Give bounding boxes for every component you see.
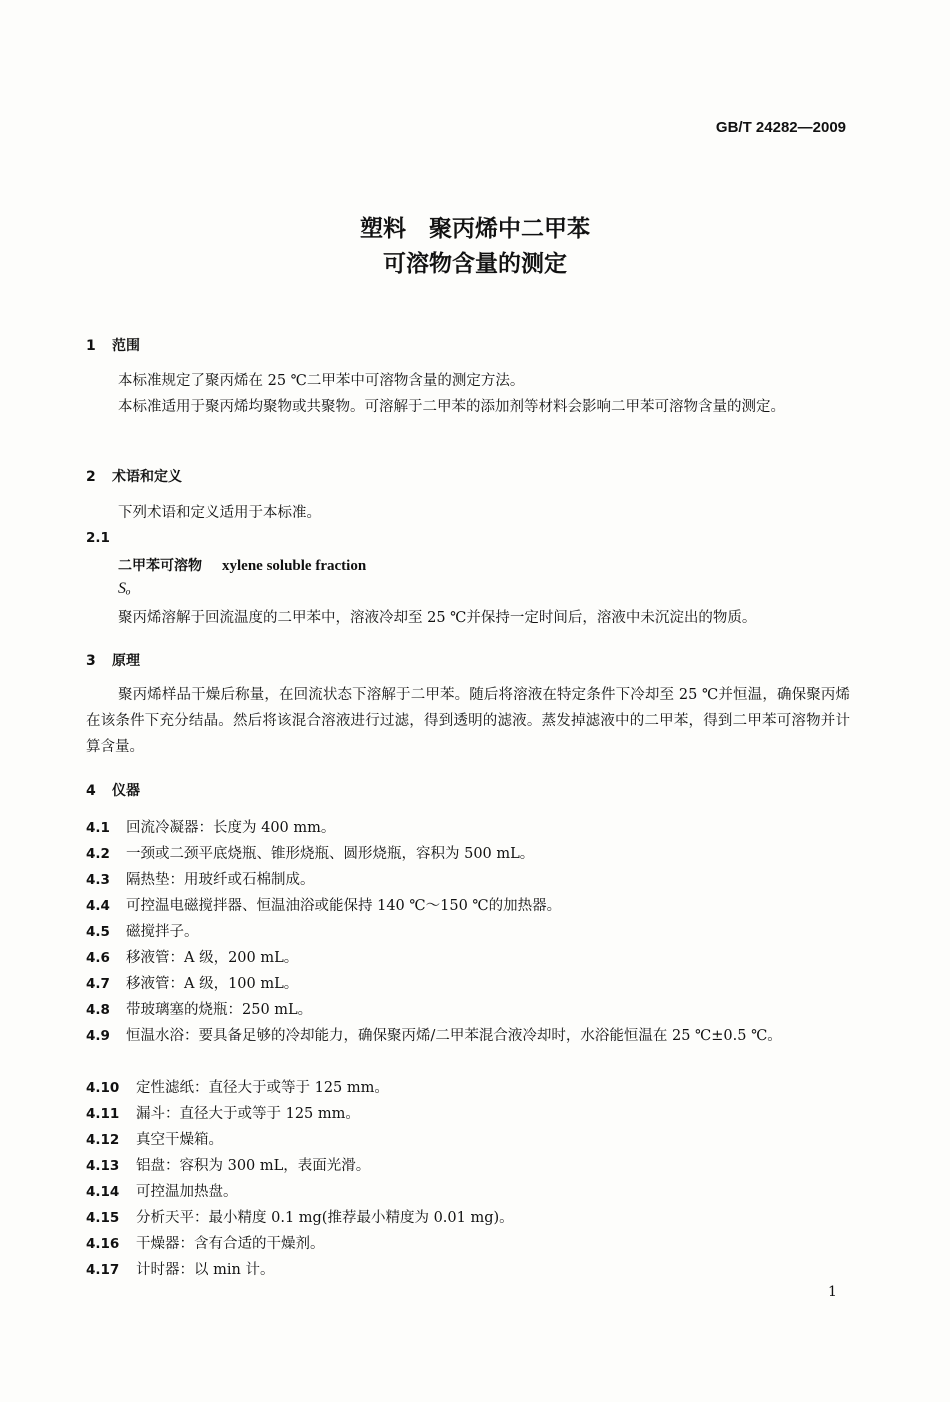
item-number: 4.12 [86,1132,120,1148]
item-text: 移液管：A 级，100 mL。 [126,976,299,992]
item-number: 4.4 [86,898,110,914]
item-text: 恒温水浴：要具备足够的冷却能力，确保聚丙烯/二甲苯混合液冷却时，水浴能恒温在 25 ℃±0.5 ℃。 [126,1028,782,1044]
list-item [86,893,850,919]
section-title: 仪器 [112,783,140,799]
section-number: 1 [86,338,96,354]
section-title: 术语和定义 [112,469,182,485]
term-chinese: 二甲苯可溶物 [118,558,202,574]
section-number: 3 [86,653,96,669]
list-item [86,1153,850,1179]
item-number: 4.1 [86,820,110,836]
section-number: 4 [86,783,96,799]
list-item [86,945,850,971]
item-number: 4.17 [86,1262,120,1278]
document-title-line2: 可溶物含量的测定 [383,251,567,277]
item-number: 4.2 [86,846,110,862]
list-item [86,1101,850,1127]
item-number: 4.15 [86,1210,120,1226]
list-item [86,1231,850,1257]
list-item [86,1023,850,1049]
section-title: 原理 [112,653,140,669]
subclause-number: 2.1 [86,530,110,546]
list-item [86,841,850,867]
section-2-heading [86,466,182,486]
term-definition: 聚丙烯溶解于回流温度的二甲苯中，溶液冷却至 25 ℃并保持一定时间后，溶液中未沉淀出的物质。 [118,610,757,626]
item-text: 移液管：A 级，200 mL。 [126,950,299,966]
term-symbol [118,580,131,598]
item-text: 分析天平：最小精度 0.1 mg(推荐最小精度为 0.01 mg)。 [136,1210,514,1226]
item-text: 漏斗：直径大于或等于 125 mm。 [136,1106,360,1122]
item-number: 4.9 [86,1028,110,1044]
item-text: 铝盘：容积为 300 mL，表面光滑。 [136,1158,371,1174]
section-2-paragraph: 下列术语和定义适用于本标准。 [118,505,321,521]
item-text: 定性滤纸：直径大于或等于 125 mm。 [136,1080,389,1096]
list-item [86,1205,850,1231]
item-text: 真空干燥箱。 [136,1132,223,1148]
list-item [86,919,850,945]
section-number: 2 [86,469,96,485]
list-item [86,1179,850,1205]
list-item [86,1127,850,1153]
section-1-paragraph-2: 本标准适用于聚丙烯均聚物或共聚物。可溶解于二甲苯的添加剂等材料会影响二甲苯可溶物含量的测定。 [118,399,785,415]
item-text: 一颈或二颈平底烧瓶、锥形烧瓶、圆形烧瓶，容积为 500 mL。 [126,846,535,862]
section-3-heading [86,650,140,670]
item-text: 计时器：以 min 计。 [136,1262,275,1278]
term-entry [118,555,366,575]
item-number: 4.14 [86,1184,120,1200]
item-text: 带玻璃塞的烧瓶：250 mL。 [126,1002,313,1018]
item-number: 4.3 [86,872,110,888]
list-item [86,997,850,1023]
item-text: 可控温加热盘。 [136,1184,238,1200]
symbol-text: Sₒ [118,580,131,597]
item-text: 回流冷凝器：长度为 400 mm。 [126,820,336,836]
item-number: 4.13 [86,1158,120,1174]
item-text: 磁搅拌子。 [126,924,199,940]
item-text: 隔热垫：用玻纤或石棉制成。 [126,872,315,888]
document-title-line1: 塑料 聚丙烯中二甲苯 [360,216,590,242]
term-english: xylene soluble fraction [222,558,367,574]
list-item [86,867,850,893]
section-4-heading [86,780,140,800]
item-number: 4.6 [86,950,110,966]
list-item [86,1075,850,1101]
item-number: 4.11 [86,1106,120,1122]
section-title: 范围 [112,338,140,354]
section-1-paragraph-1: 本标准规定了聚丙烯在 25 ℃二甲苯中可溶物含量的测定方法。 [118,373,525,389]
item-number: 4.10 [86,1080,120,1096]
item-text: 可控温电磁搅拌器、恒温油浴或能保持 140 ℃～150 ℃的加热器。 [126,898,562,914]
item-text: 干燥器：含有合适的干燥剂。 [136,1236,325,1252]
page-number: 1 [828,1284,837,1300]
standard-code: GB/T 24282—2009 [715,119,846,136]
item-number: 4.8 [86,1002,110,1018]
list-item [86,971,850,997]
list-item [86,1257,850,1283]
item-number: 4.16 [86,1236,120,1252]
item-number: 4.7 [86,976,110,992]
item-number: 4.5 [86,924,110,940]
list-item [86,815,850,841]
section-3-paragraph: 聚丙烯样品干燥后称量，在回流状态下溶解于二甲苯。随后将溶液在特定条件下冷却至 25 ℃并恒温，确保聚丙烯在该条件下充分结晶。然后将该混合溶液进行过滤，得到透明的滤液。蒸发掉滤液中的二甲苯，得到二甲苯可溶物并计算含量。 [86,687,850,755]
section-1-heading [86,335,140,355]
